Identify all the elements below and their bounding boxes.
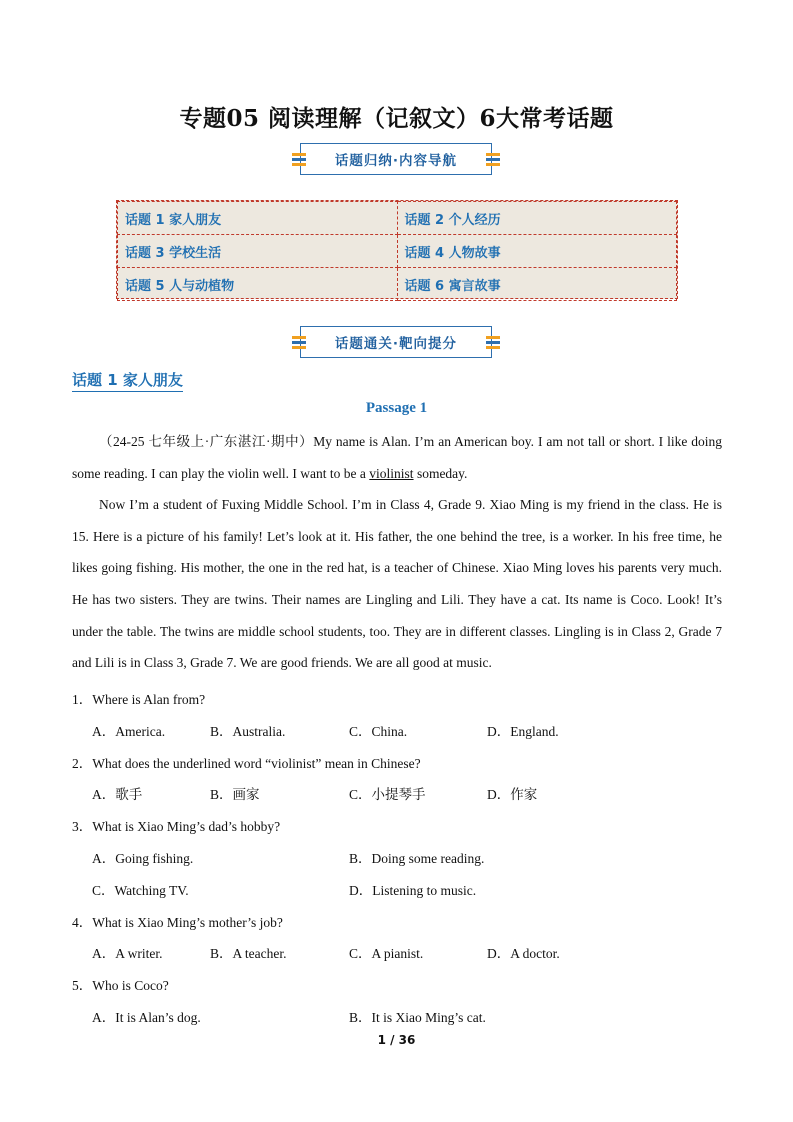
banner-label: 话题通关·靶向提分: [334, 336, 458, 352]
question-5: 5．Who is Coco?: [72, 978, 169, 993]
option: B．Doing some reading.: [349, 851, 485, 866]
option: B．A teacher.: [210, 946, 287, 961]
passage-title: Passage 1: [365, 400, 428, 416]
option: B．画家: [210, 787, 260, 802]
topic-cell: 话题 3 学校生活: [118, 235, 398, 268]
option: C．A pianist.: [349, 946, 424, 961]
banner-decoration-icon: [292, 334, 306, 348]
topic-cell: 话题 6 寓言故事: [397, 268, 677, 301]
option: C．Watching TV.: [92, 883, 189, 898]
topic-cell: 话题 1 家人朋友: [118, 202, 398, 235]
paragraph-text: （24-25 七年级上·广东湛江·期中）My name is Alan. I’m an American boy. I am not tall or short. I like doing some reading. I can play the violin well. I want to be a: [72, 434, 722, 481]
banner-decoration-icon: [486, 151, 500, 165]
option: B．Australia.: [210, 724, 286, 739]
option: D．England.: [487, 724, 559, 739]
option: D．Listening to music.: [349, 883, 477, 898]
page-title: 专题05 阅读理解（记叙文）6大常考话题: [179, 105, 614, 132]
question-4: 4．What is Xiao Ming’s mother’s job?: [72, 915, 283, 930]
topic-cell: 话题 5 人与动植物: [118, 268, 398, 301]
option: A．Going fishing.: [92, 851, 194, 866]
option: D．A doctor.: [487, 946, 560, 961]
option: A．歌手: [92, 787, 143, 802]
question-3: 3．What is Xiao Ming’s dad’s hobby?: [72, 819, 281, 834]
banner-topic-practice: [300, 326, 492, 358]
option: D．作家: [487, 787, 538, 802]
option: A．It is Alan’s dog.: [92, 1010, 201, 1025]
paragraph-1: [72, 426, 722, 489]
banner-decoration-icon: [486, 334, 500, 348]
paragraph-2: Now I’m a student of Fuxing Middle School. I’m in Class 4, Grade 9. Xiao Ming is my friend in the class. He is 15. Here is a picture of his family! Let’s look at it. His father, the one behind the tree, is a worker. In his free time, he likes going fishing. His mother, the one in the red hat, is a teacher of Chinese. Xiao Ming loves his parents very much. He has two sisters. They are twins. Their names are Lingling and Lili. They have a cat. Its name is Coco. Look! It’s under the table. The twins are middle school students, too. They are in different classes. Lingling is in Class 2, Grade 7 and Lili is in Class 3, Grade 7. We are good friends. We are all good at music.: [72, 497, 722, 671]
option: B．It is Xiao Ming’s cat.: [349, 1010, 486, 1025]
page-number: 1 / 36: [377, 1033, 416, 1047]
topic-cell: 话题 2 个人经历: [397, 202, 677, 235]
underlined-word: violinist: [369, 465, 414, 481]
option: A．A writer.: [92, 946, 163, 961]
option: C．小提琴手: [349, 787, 426, 802]
banner-label: 话题归纳·内容导航: [334, 153, 458, 169]
topic-table: [116, 200, 678, 299]
paragraph-text: someday.: [413, 465, 468, 481]
topic-cell: 话题 4 人物故事: [397, 235, 677, 268]
banner-topic-navigation: [300, 143, 492, 175]
question-2: 2．What does the underlined word “violinist” mean in Chinese?: [72, 756, 421, 771]
passage-body: [72, 426, 722, 679]
question-1: 1．Where is Alan from?: [72, 692, 206, 707]
option: A．America.: [92, 724, 166, 739]
banner-decoration-icon: [292, 151, 306, 165]
option: C．China.: [349, 724, 408, 739]
section-heading: 话题 1 家人朋友: [72, 369, 183, 392]
